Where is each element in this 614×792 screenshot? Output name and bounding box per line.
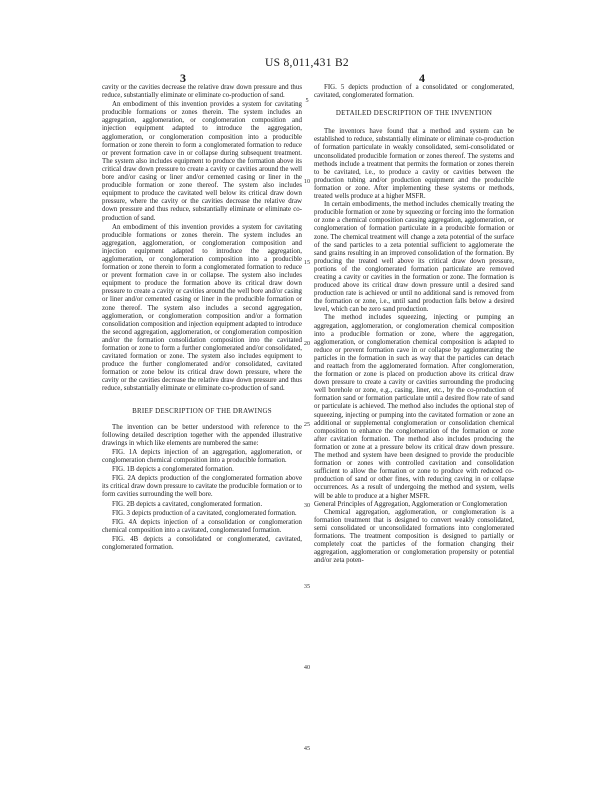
line-number: 35 [303,583,311,590]
figure-description: FIG. 5 depicts production of a consolidated or conglomerated, cavitated, conglomerated formation. [314,84,514,100]
line-number: 45 [303,745,311,752]
figure-description: FIG. 4A depicts injection of a consolidation or conglomeration chemical composition into a cavitated, conglomerated formation. [102,518,302,534]
paragraph: Chemical aggregation, agglomeration, or conglomeration is a formation treatment that is designed to convert weakly consolidated, semi consolidated or unconsolidated formations into conglomerated formations. The treatment composition is designed to partially or completely coat the particles of the formation changing their aggregation, agglomeration or conglomeration propensity or potential and/or zeta poten- [314,508,514,565]
line-number: 10 [303,178,311,185]
paragraph: cavity or the cavities decrease the relative draw down pressure and thus reduce, substantially eliminate or eliminate co-production of sand. [102,84,302,100]
line-number: 25 [303,421,311,428]
paragraph: The method includes squeezing, injecting or pumping an aggregation, agglomeration, or conglomeration chemical composition into a producible formation or zone, where the aggregation, agglomeration, or conglomeration chemical composition is adapted to reduce or prevent formation cave in or collapse by agglomerating the particles in the formation in such as way that the particles can detach and reattach from the agglomerated formation. After conglomeration, the formation or zone is placed on production above its critical draw down pressure to create a cavity or cavities surrounding the producing well borehole or zone, e.g., casing, liner, etc., by the co-production of formation sand or formation particulate until a desired flow rate of sand or particulate is achieved. The method also includes the optional step of squeezing, injecting or pumping into the cavitated formation or zone an additional or supplemental conglomeration or consolidation chemical composition to enhance the conglomeration of the formation or zone after cavitation formation. The method also includes producing the formation or zone at a pressure below its critical draw down pressure. The method and system have been designed to provide the producible formation or zones with controlled cavitation and consolidation sufficient to allow the formation or zone to produce with reduced co-production of sand or other fines, with reducing caving in or collapse occurrences. As a result of undergoing the method and system, wells will be able to produce at a higher MSFR. [314,314,514,500]
line-number: 20 [303,340,311,347]
paragraph: In certain embodiments, the method includes chemically treating the producible formation or zone by squeezing or forcing into the formation or zone a chemical composition causing aggregation, agglomeration, or conglomeration of formation particulate in a producible formation or zone. The chemical treatment will change a zeta potential of the surface of the sand particles to a zeta potential sufficient to agglomerate the sand grains resulting in an improved consolidation of the formation. By producing the treated well above its critical draw down pressure, portions of the conglomerated formation particulate are removed creating a cavity or cavities in the formation or zone. The formation is produced above its critical draw down pressure until a desired sand production rate is achieved or until no additional sand is removed from the formation or zone, i.e., until sand production falls below a desired level, which can be zero sand production. [314,201,514,314]
left-column [102,84,302,552]
patent-number-header: US 8,011,431 B2 [265,57,349,69]
line-number: 40 [303,664,311,671]
figure-description: FIG. 1B depicts a conglomerated formation. [112,466,234,474]
left-page-number: 3 [180,71,186,85]
paragraph: An embodiment of this invention provides a system for cavitating producible formations or zones therein. The system includes an aggregation, agglomeration, or conglomeration composition and injection equipment adapted to introduce the aggregation, agglomeration, or conglomeration composition into a producible formation or zone therein to form a conglomerated formation to reduce or prevent formation cave in or collapse. The system also includes equipment to produce the formation above its critical draw down pressure to create a cavity or cavities around the well bore and/or casing or liner and/or cemented casing or liner in the producible formation or zone thereof. The system also includes a second aggregation, agglomeration, or conglomeration composition and/or a formation consolidation composition and injection equipment adapted to introduce the second aggregation, agglomeration, or conglomeration composition and/or the formation consolidation composition into the cavitated formation or zone to form a further conglomerated and/or consolidated, cavitated formation or zone. The system also includes equipment to produce the further conglomerated and/or consolidated, cavitated formation or zone below its critical draw down pressure, where the cavity or the cavities decrease the relative draw down pressure and thus reduce, substantially eliminate or eliminate co-production of sand. [102,223,302,393]
paragraph: An embodiment of this invention provides a system for cavitating producible formations or zones therein. The system includes an aggregation, agglomeration, or conglomeration composition and injection equipment adapted to introduce the aggregation, agglomeration, or conglomeration composition into a producible formation or zone therein to form a conglomerated formation to reduce or prevent formation cave in or collapse during subsequent treatment. The system also includes equipment to produce the formation above its critical draw down pressure to create a cavity or cavities around the well bore and/or casing or liner and/or cemented casing or liner in the producible formation or zone thereof. The system also includes equipment to produce the cavitated well below its critical draw down pressure, where the cavity or the cavities decrease the relative draw down pressure and thus reduce, substantially eliminate or eliminate co-production of sand. [102,101,302,222]
general-principles-heading: General Principles of Aggregation, Agglomeration or Conglomeration [314,500,508,508]
detailed-description-heading: DETAILED DESCRIPTION OF THE INVENTION [335,110,493,118]
figure-description: FIG. 2B depicts a cavitated, conglomerated formation. [112,500,263,508]
figure-description: FIG. 4B depicts a consolidated or conglomerated, cavitated, conglomerated formation. [102,535,302,551]
paragraph: The inventors have found that a method and system can be established to reduce, substantially eliminate or eliminate co-production of formation particulate in weakly consolidated, semi-consolidated or unconsolidated producible formation or zones thereof. The systems and methods include a treatment that permits the formation or zones therein to be cavitated, i.e., to produce a cavity or cavities between the production tubing and/or production equipment and the producible formation or zone. After implementing these systems or methods, treated wells produce at a higher MSFR. [314,128,514,201]
figure-description: FIG. 1A depicts injection of an aggregation, agglomeration, or conglomeration chemical composition into a producible formation. [102,448,302,465]
right-column [314,84,514,565]
line-number: 15 [303,259,311,266]
figure-description: FIG. 3 depicts production of a cavitated, conglomerated formation. [112,509,297,517]
line-number: 30 [303,502,311,509]
line-number: 5 [305,97,309,104]
brief-description-heading: BRIEF DESCRIPTION OF THE DRAWINGS [132,407,272,415]
figure-description: FIG. 2A depicts production of the conglomerated formation above its critical draw down pressure to cavitate the producible formation or to form cavities surrounding the well bore. [102,475,302,499]
paragraph: The invention can be better understood with reference to the following detailed description together with the appended illustrative drawings in which like elements are numbered the same: [102,423,302,447]
right-page-number: 4 [419,71,425,85]
